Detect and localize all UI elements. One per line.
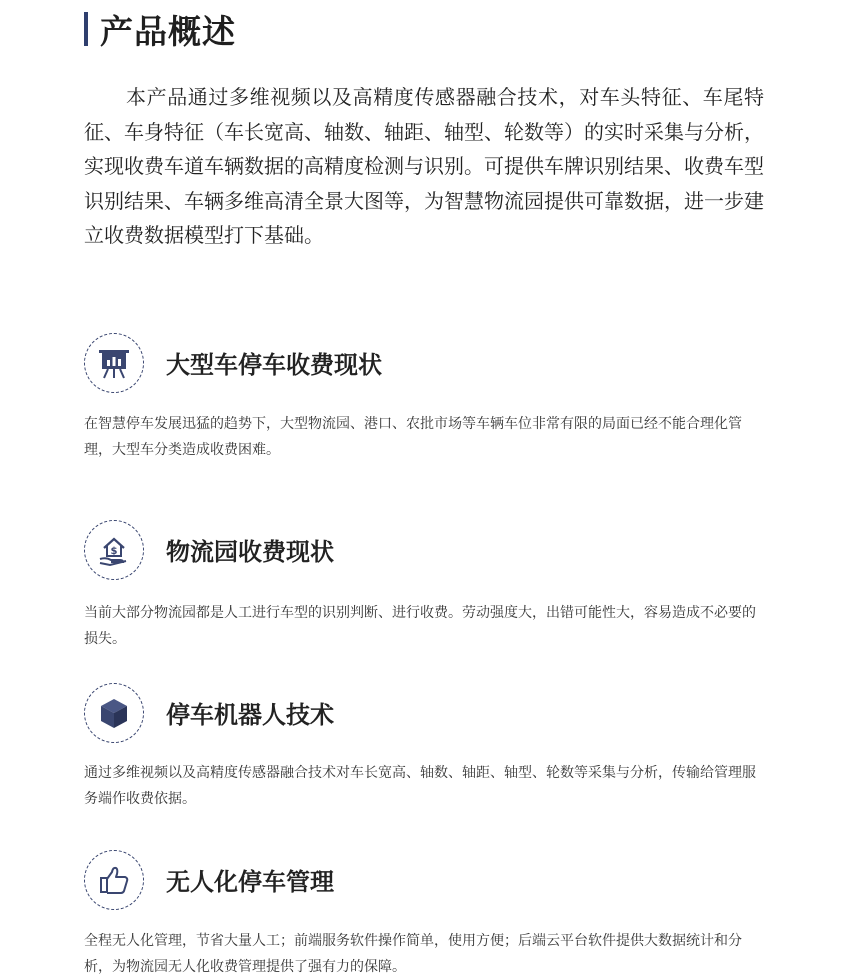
section-title: 无人化停车管理 bbox=[166, 868, 334, 896]
section-title: 停车机器人技术 bbox=[166, 701, 334, 729]
section-text: 通过多维视频以及高精度传感器融合技术对车长宽高、轴数、轴距、轴型、轮数等采集与分析，传输给管理服务端作收费依据。 bbox=[84, 765, 756, 807]
thumbs-up-icon bbox=[84, 850, 144, 910]
svg-text:$: $ bbox=[110, 546, 118, 557]
cube-icon bbox=[84, 683, 144, 743]
section-text: 当前大部分物流园都是人工进行车型的识别判断、进行收费。劳动强度大，出错可能性大，容易造成不必要的损失。 bbox=[84, 605, 756, 647]
section-title: 物流园收费现状 bbox=[166, 538, 334, 566]
section-text: 全程无人化管理，节省大量人工；前端服务软件操作简单，使用方便；后端云平台软件提供大数据统计和分析，为物流园无人化收费管理提供了强有力的保障。 bbox=[84, 933, 742, 975]
easel-chart-icon bbox=[84, 333, 144, 393]
section-title: 大型车停车收费现状 bbox=[166, 351, 382, 379]
house-money-hand-icon bbox=[84, 520, 144, 580]
intro-text: 本产品通过多维视频以及高精度传感器融合技术，对车头特征、车尾特征、车身特征（车长宽高、轴数、轴距、轴型、轮数等）的实时采集与分析，实现收费车道车辆数据的高精度检测与识别。可提供车牌识别结果、收费车型识别结果、车辆多维高清全景大图等，为智慧物流园提供可靠数据，进一步建立收费数据模型打下基础。 bbox=[84, 85, 764, 247]
title-accent-bar bbox=[84, 12, 88, 46]
intro-paragraph bbox=[84, 80, 764, 253]
page-title: 产品概述 bbox=[100, 12, 236, 51]
section-text: 在智慧停车发展迅猛的趋势下，大型物流园、港口、农批市场等车辆车位非常有限的局面已经不能合理化管理，大型车分类造成收费困难。 bbox=[84, 416, 742, 458]
